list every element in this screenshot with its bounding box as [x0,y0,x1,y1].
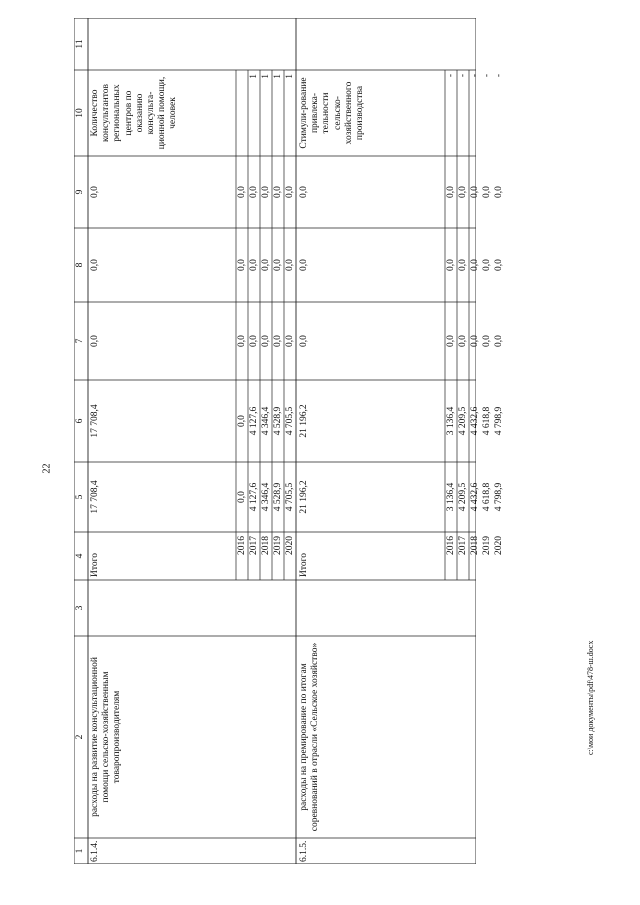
year-value-col5: 3 136,4 [446,482,456,512]
column-number-5: 5 [75,494,85,500]
total-value-col6: 21 196,2 [299,404,309,438]
year-value-col10: 1 [273,74,283,79]
year-value-col7: 0,0 [285,335,295,347]
year-value-col9: 0,0 [273,186,283,198]
total-value-col5: 21 196,2 [299,480,309,514]
year-value-col8: 0,0 [237,259,247,271]
year-value-col7: 0,0 [237,335,247,347]
year-value-col6: 4 528,9 [273,406,283,436]
year-value-col6: 4 618,8 [482,406,492,436]
total-value-col8: 0,0 [90,259,100,271]
year-value-col9: 0,0 [470,186,480,198]
year-value-col10: 1 [261,74,271,79]
year-value-col10: - [458,74,468,78]
year-value-col7: 0,0 [482,335,492,347]
year-label: 2017 [458,536,468,555]
year-value-col6: 4 346,4 [261,406,271,436]
year-value-col7: 0,0 [494,335,504,347]
year-value-col9: 0,0 [285,186,295,198]
year-label: 2018 [261,536,271,555]
budget-table [74,18,504,864]
year-value-col8: 0,0 [470,259,480,271]
total-label: Итого [90,552,100,577]
column-number-3: 3 [75,605,85,611]
year-label: 2019 [482,536,492,555]
row-code: 6.1.5. [299,840,309,862]
total-value-col8: 0,0 [299,259,309,271]
year-value-col8: 0,0 [446,259,456,271]
year-label: 2016 [237,536,247,555]
year-value-col6: 4 127,6 [249,406,259,436]
column-number-7: 7 [75,338,85,344]
year-value-col10: 1 [285,74,295,79]
column-number-9: 9 [75,189,85,195]
year-value-col6: 4 432,6 [470,406,480,436]
year-value-col10: 1 [249,74,259,79]
column-number-6: 6 [75,418,85,424]
column-number-10: 10 [75,108,85,118]
year-value-col9: 0,0 [458,186,468,198]
year-value-col8: 0,0 [273,259,283,271]
total-label: Итого [299,552,309,577]
year-value-col6: 4 209,5 [458,406,468,436]
column-number-11: 11 [75,39,85,49]
year-value-col10: - [446,74,456,78]
total-value-col5: 17 708,4 [90,480,100,514]
year-value-col6: 4 705,5 [285,406,295,436]
year-value-col7: 0,0 [470,335,480,347]
row-name: расходы на развитие консультационной помощи сельско-хозяйственным товаропроизводителям [90,657,123,817]
column-number-4: 4 [75,553,85,559]
year-value-col7: 0,0 [249,335,259,347]
year-value-col10: - [494,74,504,78]
footer-file-path: c:\мои документы\pdf\478-ш.docx [586,640,595,755]
total-value-col9: 0,0 [299,186,309,198]
year-value-col5: 4 432,6 [470,482,480,512]
year-label: 2020 [285,536,295,555]
row-name: расходы на премирование по итогам соревнований в отрасли «Сельское хозяйство» [299,642,321,832]
indicator-description: Стимули-рование привлека-тельности сельско-хозяйственного производства [299,77,366,149]
row-code: 6.1.4. [90,840,100,862]
year-value-col9: 0,0 [249,186,259,198]
year-value-col10: - [470,74,480,78]
column-number-1: 1 [75,848,85,854]
total-value-col6: 17 708,4 [90,404,100,438]
indicator-description: Количество консультантов региональных центров по оказанию консульта-ционной помощи, человек [90,76,179,150]
year-value-col6: 0,0 [237,415,247,427]
year-label: 2020 [494,536,504,555]
total-value-col7: 0,0 [299,335,309,347]
year-value-col8: 0,0 [494,259,504,271]
year-value-col5: 4 528,9 [273,482,283,512]
year-value-col10: - [482,74,492,78]
column-number-2: 2 [75,734,85,740]
year-value-col5: 4 705,5 [285,482,295,512]
year-value-col7: 0,0 [458,335,468,347]
year-value-col5: 0,0 [237,491,247,503]
total-value-col9: 0,0 [90,186,100,198]
total-value-col7: 0,0 [90,335,100,347]
year-value-col10 [237,74,248,152]
year-value-col9: 0,0 [446,186,456,198]
year-value-col5: 4 798,9 [494,482,504,512]
year-value-col9: 0,0 [494,186,504,198]
year-label: 2016 [446,536,456,555]
year-value-col8: 0,0 [249,259,259,271]
year-value-col7: 0,0 [261,335,271,347]
year-value-col9: 0,0 [237,186,247,198]
column-number-8: 8 [75,262,85,268]
year-value-col5: 4 209,5 [458,482,468,512]
year-value-col8: 0,0 [482,259,492,271]
year-label: 2017 [249,536,259,555]
year-value-col5: 4 618,8 [482,482,492,512]
year-value-col9: 0,0 [482,186,492,198]
year-value-col6: 4 798,9 [494,406,504,436]
year-label: 2018 [470,536,480,555]
year-value-col9: 0,0 [261,186,271,198]
year-value-col6: 3 136,4 [446,406,456,436]
year-value-col5: 4 346,4 [261,482,271,512]
year-value-col8: 0,0 [261,259,271,271]
year-value-col8: 0,0 [458,259,468,271]
year-value-col7: 0,0 [273,335,283,347]
year-label: 2019 [273,536,283,555]
year-value-col5: 4 127,6 [249,482,259,512]
year-value-col7: 0,0 [446,335,456,347]
year-value-col8: 0,0 [285,259,295,271]
page-number: 22 [41,463,53,474]
